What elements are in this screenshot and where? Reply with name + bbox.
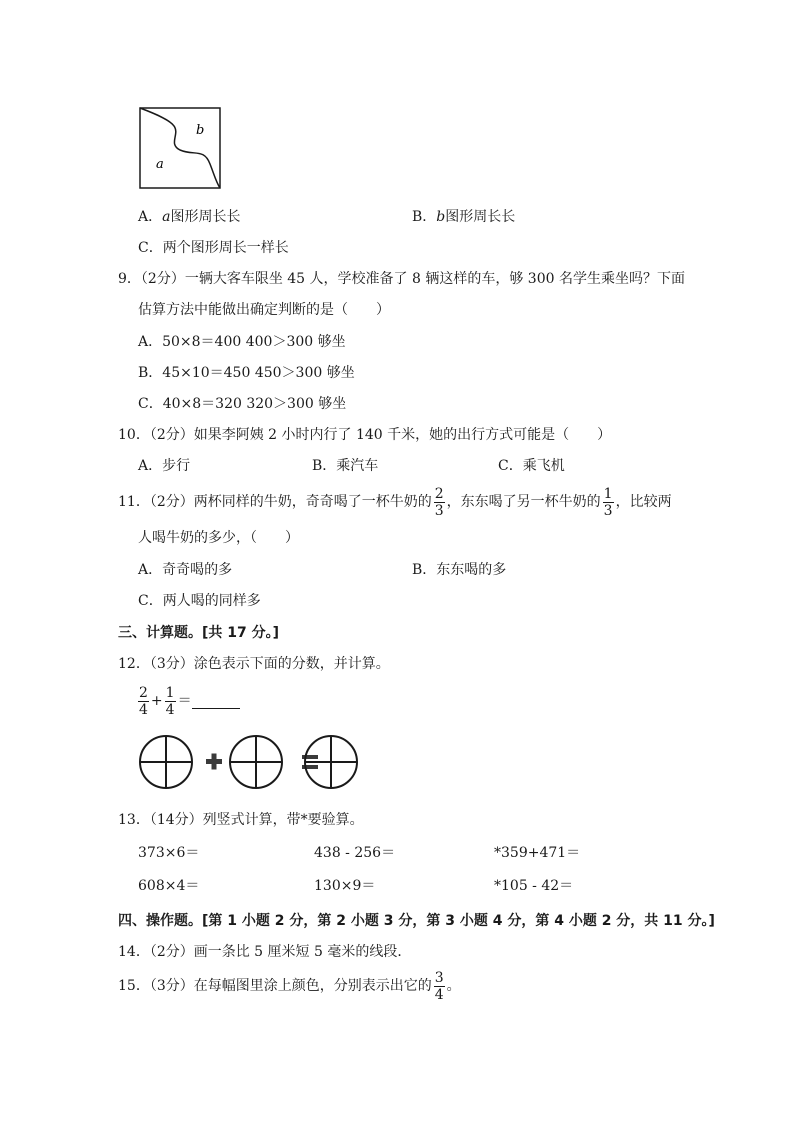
q13-problem: 373×6＝ [138,845,200,861]
q9-stem-line2: 估算方法中能做出确定判断的是（ ） [138,302,390,318]
q12-fraction-2: $\frac{1}{4}$ [165,684,175,718]
q10-option-c[interactable]: C．乘飞机 [498,458,565,474]
q8-option-c[interactable]: C．两个图形周长一样长 [138,240,289,256]
q8-option-b[interactable]: B．b图形周长长 [412,209,516,225]
q9-option-b[interactable]: B．45×10＝450 450＞300 够坐 [138,365,355,381]
figure-label-b: b [196,123,205,138]
q13-problem: 438 - 256＝ [314,845,396,861]
q13-stem: 13．（14分）列竖式计算，带*要验算。 [118,812,364,828]
q15-fraction: $\frac{3}{4}$ [434,969,444,1003]
section-4-title: 四、操作题。[第 1 小题 2 分，第 2 小题 3 分，第 3 小题 4 分，第 4 小题 2 分，共 11 分。] [118,913,715,929]
q12-expression: $\frac{2}{4}$ + $\frac{1}{4}$ ＝ [136,684,240,718]
q13-problem: 130×9＝ [314,878,376,894]
q11-option-c[interactable]: C．两人喝的同样多 [138,593,261,609]
q8-figure [138,106,224,190]
q10-stem: 10．（2分）如果李阿姨 2 小时内行了 140 千米，她的出行方式可能是（ ） [118,427,612,443]
q8-option-a[interactable]: A．a图形周长长 [138,209,241,225]
q12-circle-diagram[interactable] [138,734,360,790]
q13-problem: 608×4＝ [138,878,200,894]
circle-3[interactable] [305,736,357,788]
q10-option-a[interactable]: A．步行 [138,458,191,474]
circle-1[interactable] [140,736,192,788]
q12-answer-blank[interactable] [192,694,240,709]
q11-stem-line2: 人喝牛奶的多少，（ ） [138,530,299,546]
q10-option-b[interactable]: B．乘汽车 [312,458,379,474]
q9-stem-line1: 9．（2分）一辆大客车限坐 45 人，学校准备了 8 辆这样的车，够 300 名学生乘坐吗？下面 [118,271,685,287]
circle-2[interactable] [230,736,282,788]
q15-stem: 15．（3分）在每幅图里涂上颜色，分别表示出它的 $\frac{3}{4}$ 。 [118,969,461,1003]
q14-stem: 14．（2分）画一条比 5 厘米短 5 毫米的线段． [118,944,412,960]
q13-problem: *359+471＝ [494,845,581,861]
figure-label-a: a [156,157,164,172]
q11-fraction-2: $\frac{1}{3}$ [603,485,613,519]
q12-stem: 12．（3分）涂色表示下面的分数，并计算。 [118,656,390,672]
plus-sign [206,754,222,770]
q11-option-b[interactable]: B．东东喝的多 [412,562,507,578]
q11-option-a[interactable]: A．奇奇喝的多 [138,562,233,578]
q11-fraction-1: $\frac{2}{3}$ [434,485,444,519]
q9-option-a[interactable]: A．50×8＝400 400＞300 够坐 [138,334,346,350]
q13-problem: *105 - 42＝ [494,878,574,894]
q11-stem-line1: 11．（2分）两杯同样的牛奶，奇奇喝了一杯牛奶的 $\frac{2}{3}$ ，东东喝了另一杯牛奶的 $\frac{1}{3}$ ，比较两 [118,485,672,519]
section-3-title: 三、计算题。[共 17 分。] [118,625,280,641]
q12-fraction-1: $\frac{2}{4}$ [139,684,148,718]
q9-option-c[interactable]: C．40×8＝320 320＞300 够坐 [138,396,347,412]
